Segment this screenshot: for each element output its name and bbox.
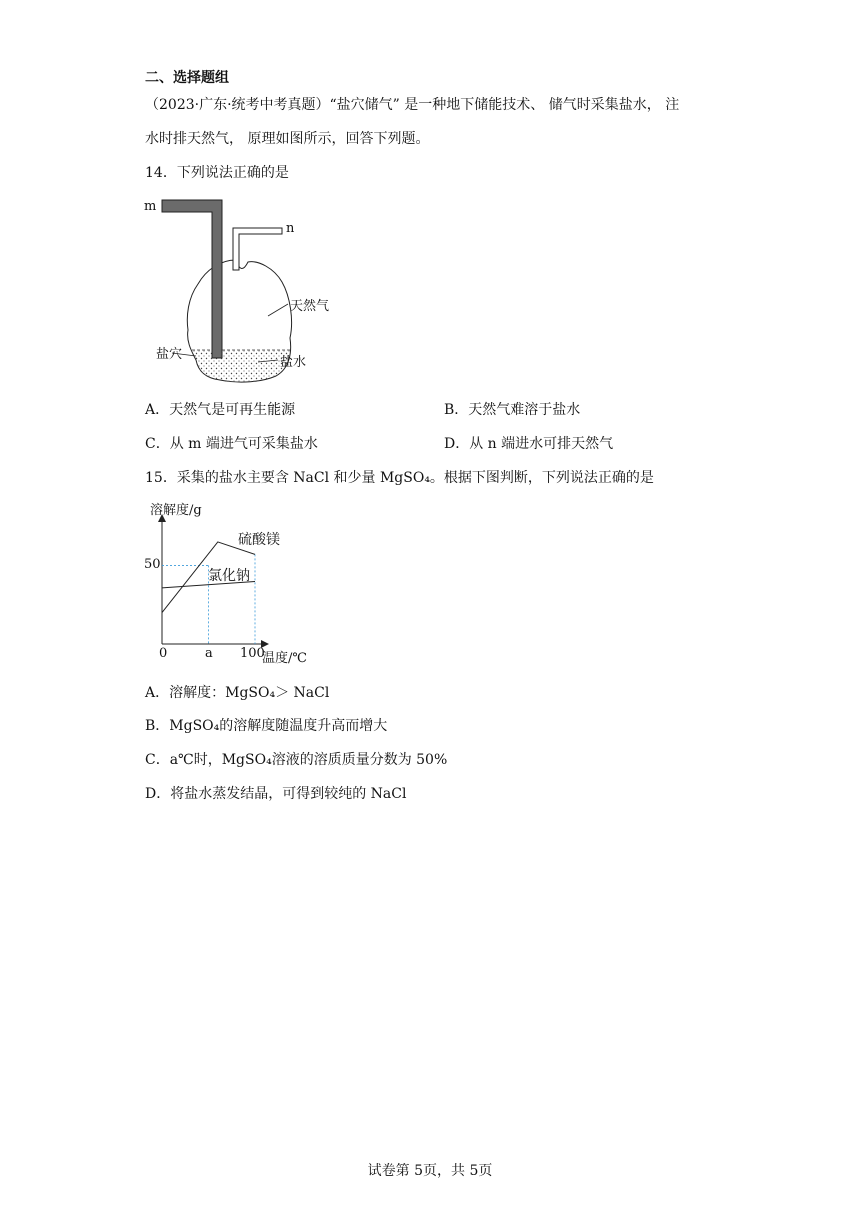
intro-line-2: 水时排天然气， 原理如图所示，回答下列题。 [145,131,430,147]
q15-option-c: C．a℃时，MgSO₄溶液的溶质质量分数为 50% [145,752,448,768]
question-14-stem: 14．下列说法正确的是 [145,165,289,181]
q14-option-b: B．天然气难溶于盐水 [444,402,581,418]
section-title: 二、选择题组 [145,70,229,86]
series-label-nacl: 氯化钠 [208,568,250,584]
q14-option-d: D．从 n 端进水可排天然气 [444,436,614,452]
q15-option-b: B．MgSO₄的溶解度随温度升高而增大 [145,718,388,734]
y-axis-label: 溶解度/g [150,503,202,518]
page-footer: 试卷第 5页，共 5页 [367,1163,493,1179]
label-salt-cave: 盐穴 [156,347,183,362]
x-tick-a: a [205,646,213,661]
question-15-stem: 15．采集的盐水主要含 NaCl 和少量 MgSO₄。根据下图判断，下列说法正确的是 [145,470,654,486]
q14-option-c: C．从 m 端进气可采集盐水 [145,436,318,452]
label-brine: 盐水 [280,355,307,370]
y-tick-50: 50 [144,557,161,572]
salt-cavern-diagram [140,192,360,388]
solubility-chart [140,496,340,672]
label-m: m [144,199,157,214]
series-label-mgso4: 硫酸镁 [238,532,280,548]
x-tick-100: 100 [240,646,265,661]
label-natural-gas: 天然气 [290,299,330,314]
x-tick-0: 0 [159,646,168,661]
label-n: n [286,221,295,236]
q15-option-a: A．溶解度：MgSO₄＞ NaCl [145,685,330,701]
q15-option-d: D．将盐水蒸发结晶，可得到较纯的 NaCl [145,786,407,802]
x-axis-label: 温度/℃ [262,651,307,666]
intro-line-1: （2023·广东·统考中考真题）“盐穴储气” 是一种地下储能技术、 储气时采集盐水， 注 [145,97,680,113]
q14-option-a: A．天然气是可再生能源 [145,402,296,418]
